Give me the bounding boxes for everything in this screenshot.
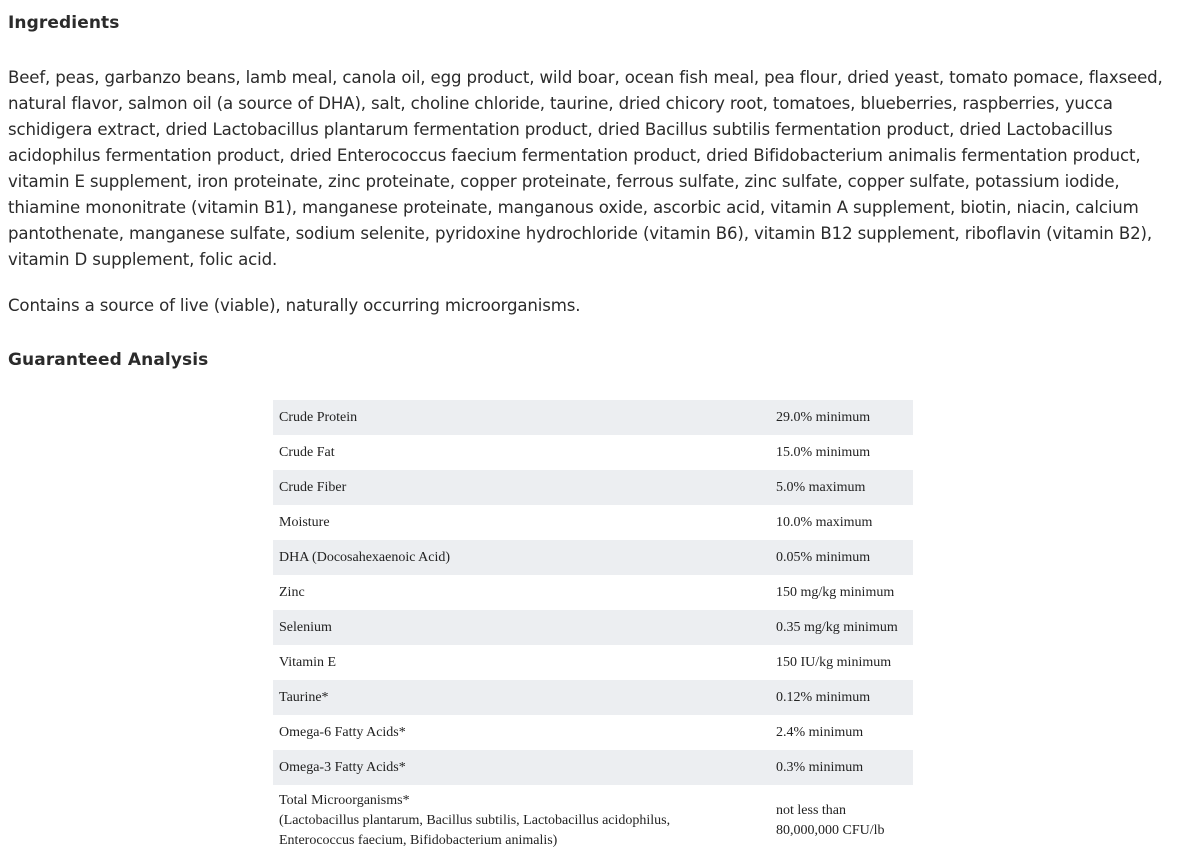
nutrient-name: Selenium xyxy=(273,610,765,645)
nutrient-name: Taurine* xyxy=(273,680,765,715)
nutrient-value: 0.35 mg/kg minimum xyxy=(765,610,913,645)
guaranteed-analysis-table xyxy=(273,400,913,855)
table-row xyxy=(273,505,913,540)
microorganisms-detail-line-2: Enterococcus faecium, Bifidobacterium animalis) xyxy=(279,833,558,848)
nutrient-name: DHA (Docosahexaenoic Acid) xyxy=(273,540,765,575)
nutrient-name: Crude Fat xyxy=(273,435,765,470)
nutrient-name: Zinc xyxy=(273,575,765,610)
microorganisms-value-line-2: 80,000,000 CFU/lb xyxy=(776,823,885,838)
table-row xyxy=(273,400,913,435)
nutrient-value: 0.05% minimum xyxy=(765,540,913,575)
ingredients-list: Beef, peas, garbanzo beans, lamb meal, canola oil, egg product, wild boar, ocean fish meal, pea flour, dried yeast, tomato pomace, flaxseed, natural flavor, salmon oil (a source of DHA), salt, choline chloride, taurine, dried chicory root, tomatoes, blueberries, raspberries, yucca schidigera extract, dried Lactobacillus plantarum fermentation product, dried Bacillus subtilis fermentation product, dried Lactobacillus acidophilus fermentation product, dried Enterococcus faecium fermentation product, dried Bifidobacterium animalis fermentation product, vitamin E supplement, iron proteinate, zinc proteinate, copper proteinate, ferrous sulfate, zinc sulfate, copper sulfate, potassium iodide, thiamine mononitrate (vitamin B1), manganese proteinate, manganous oxide, ascorbic acid, vitamin A supplement, biotin, niacin, calcium pantothenate, manganese sulfate, sodium selenite, pyridoxine hydrochloride (vitamin B6), vitamin B12 supplement, riboflavin (vitamin B2), vitamin D supplement, folic acid. xyxy=(8,68,1163,269)
table-row xyxy=(273,575,913,610)
nutrient-value: 10.0% maximum xyxy=(765,505,913,540)
nutrient-value: 2.4% minimum xyxy=(765,715,913,750)
nutrient-name: Crude Fiber xyxy=(273,470,765,505)
microorganisms-value-line-1: not less than xyxy=(776,803,846,818)
nutrient-value: 150 IU/kg minimum xyxy=(765,645,913,680)
ingredients-heading: Ingredients xyxy=(8,13,120,33)
nutrient-name: Omega-6 Fatty Acids* xyxy=(273,715,765,750)
table-row xyxy=(273,715,913,750)
table-row xyxy=(273,610,913,645)
table-row xyxy=(273,680,913,715)
microorganisms-detail-line-1: (Lactobacillus plantarum, Bacillus subtilis, Lactobacillus acidophilus, xyxy=(279,813,671,828)
nutrient-name: Crude Protein xyxy=(273,400,765,435)
nutrient-name: Vitamin E xyxy=(273,645,765,680)
nutrient-name xyxy=(273,785,765,855)
table-row xyxy=(273,470,913,505)
table-row xyxy=(273,435,913,470)
table-row xyxy=(273,785,913,855)
nutrient-name: Moisture xyxy=(273,505,765,540)
total-microorganisms-label: Total Microorganisms* xyxy=(279,793,410,808)
nutrient-value xyxy=(765,785,913,855)
table-row xyxy=(273,645,913,680)
table-row xyxy=(273,540,913,575)
table-row xyxy=(273,750,913,785)
microorganisms-note: Contains a source of live (viable), naturally occurring microorganisms. xyxy=(8,296,581,315)
nutrient-value: 0.12% minimum xyxy=(765,680,913,715)
nutrient-value: 29.0% minimum xyxy=(765,400,913,435)
nutrient-value: 150 mg/kg minimum xyxy=(765,575,913,610)
nutrient-value: 15.0% minimum xyxy=(765,435,913,470)
nutrient-value: 0.3% minimum xyxy=(765,750,913,785)
guaranteed-analysis-heading: Guaranteed Analysis xyxy=(8,350,209,370)
nutrient-name: Omega-3 Fatty Acids* xyxy=(273,750,765,785)
nutrient-value: 5.0% maximum xyxy=(765,470,913,505)
